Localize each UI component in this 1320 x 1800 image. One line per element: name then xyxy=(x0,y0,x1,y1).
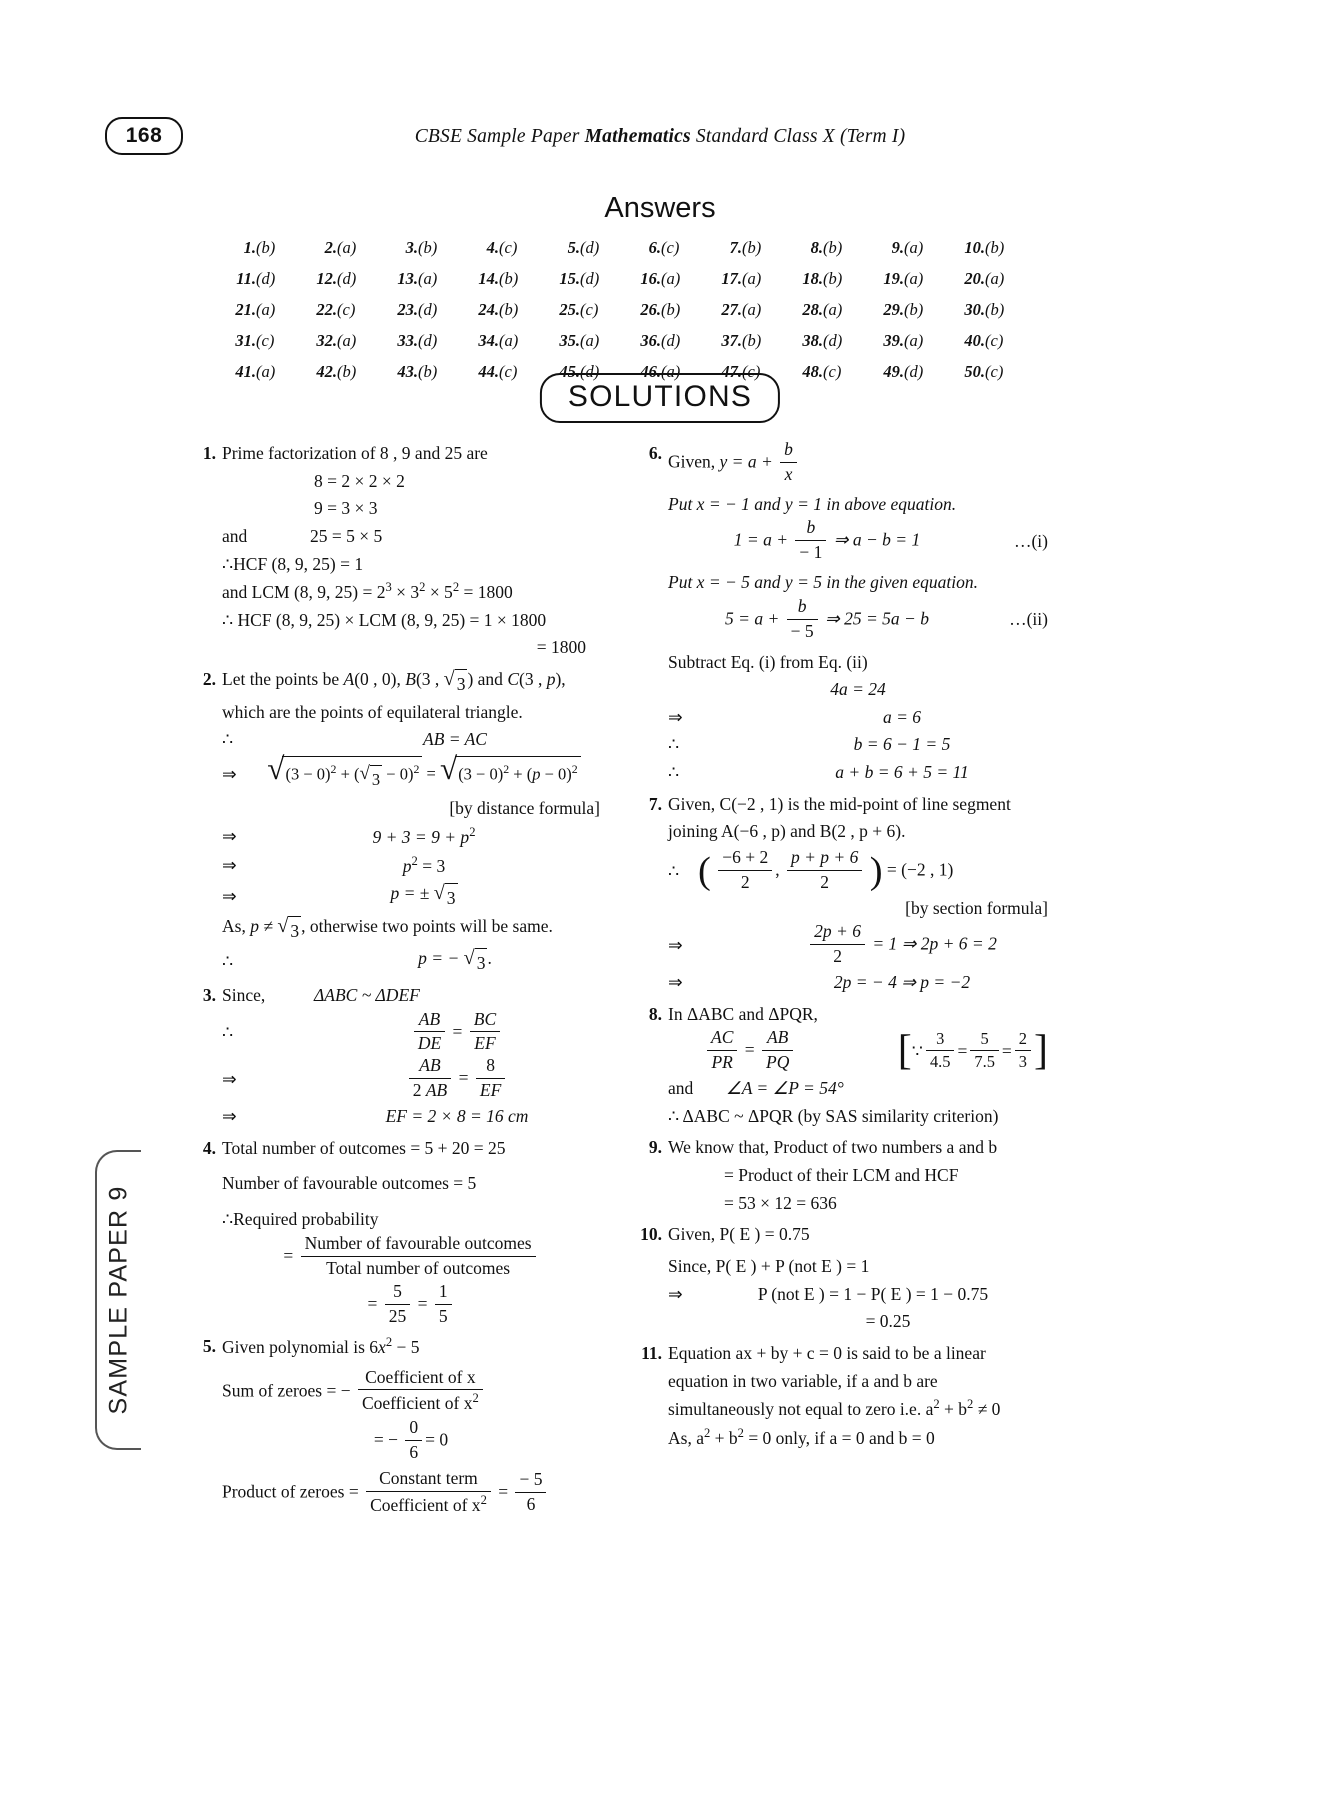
sol8-ratio-note: [ ∵ $\frac{3}{4.5}$ = $\frac{5}{7.5}$ = $\frac{2}{3}$ ] xyxy=(897,1028,1048,1075)
answer-number: 17. xyxy=(721,268,742,288)
sol2-line7: ⇒ p = ± √ 3 xyxy=(222,880,600,913)
sol7-arrow-1: ⇒ xyxy=(668,934,683,955)
solution-number: 9. xyxy=(648,1137,662,1158)
sol2-arrow-1: ⇒ xyxy=(222,763,237,784)
answer-option: (d) xyxy=(580,237,600,257)
frac-b-minus1: $\frac{b}{- 1}$ xyxy=(795,517,826,564)
sol3-line2: ∴ $\frac{AB}{DE}$ = $\frac{BC}{EF}$ xyxy=(222,1010,600,1057)
answers-row xyxy=(218,325,1028,356)
answer-number: 6. xyxy=(648,237,661,257)
answer-number: 19. xyxy=(883,268,904,288)
sol1-line2: 8 = 2 × 2 × 2 xyxy=(314,470,405,491)
answer-option: (c) xyxy=(823,361,842,381)
sol2-l1j: p xyxy=(546,668,556,689)
sol8-line2: $\frac{AC}{PR}$ = $\frac{AB}{PQ}$ [ ∵ $\frac{3}{4.5}$ = $\frac{5}{7.5}$ = $\frac{2}{3}$ ] xyxy=(668,1028,1048,1075)
answer-number: 41. xyxy=(235,361,256,381)
solutions-banner: SOLUTIONS xyxy=(540,373,780,423)
sol5-line2 xyxy=(222,1368,600,1417)
sol7-line4: ⇒ $\frac{2p + 6}{2}$ = 1 ⇒ 2p + 6 = 2 xyxy=(668,921,997,967)
sol7-line2: joining A(−6 , p) and B(2 , p + 6). xyxy=(668,821,906,842)
side-tab-label: SAMPLE PAPER 9 xyxy=(104,1185,133,1415)
answer-number: 3. xyxy=(405,237,418,257)
solution-item-6 xyxy=(636,440,1048,787)
sol4-line5: = $\frac{5}{25}$ = $\frac{1}{5}$ xyxy=(222,1282,600,1329)
answer-number: 7. xyxy=(729,237,742,257)
sol3-EF-value: EF = 2 × 8 = 16 cm xyxy=(385,1106,529,1127)
answer-number: 30. xyxy=(964,299,985,319)
solution-number: 3. xyxy=(202,984,216,1005)
sol1-line1: Prime factorization of 8 , 9 and 25 are xyxy=(222,443,488,463)
answer-number: 24. xyxy=(478,299,499,319)
sol1-line4 xyxy=(222,523,600,551)
answer-option: (b) xyxy=(985,237,1005,257)
answer-number: 32. xyxy=(316,330,337,350)
answer-option: (d) xyxy=(256,268,276,288)
sol6-line3: 1 = a + $\frac{b}{- 1}$ ⇒ a − b = 1 …(i) xyxy=(733,517,1048,563)
solution-item-5 xyxy=(190,1333,600,1517)
answer-option: (c) xyxy=(985,361,1004,381)
sol2-therefore: ∴ xyxy=(222,729,234,750)
answer-option: (a) xyxy=(904,268,924,288)
sample-paper-side-tab xyxy=(95,1150,141,1450)
answer-option: (b) xyxy=(499,268,519,288)
sol2-l1b: A xyxy=(343,668,355,689)
answer-option: (b) xyxy=(418,361,438,381)
answer-number: 27. xyxy=(721,299,742,319)
sol6-line5: 5 = a + $\frac{b}{- 5}$ ⇒ 25 = 5a − b …(ii) xyxy=(725,595,1048,641)
answer-option: (d) xyxy=(580,268,600,288)
sol1-line3: 9 = 3 × 3 xyxy=(314,498,378,519)
frac-AB-DE: $\frac{AB}{DE}$ xyxy=(414,1009,445,1056)
sol7-midpoint-eq: ( $\frac{-6 + 2}{2}$ , $\frac{p + p + 6}{2}$ ) = (−2 , 1) xyxy=(698,847,954,892)
sol1-l6b: 3 xyxy=(385,580,392,595)
frac-minus5-6: $\frac{- 5}{6}$ xyxy=(515,1469,546,1516)
answer-option: (a) xyxy=(256,361,276,381)
answer-number: 46. xyxy=(640,361,661,381)
answer-option: (b) xyxy=(499,299,519,319)
sol2-l1d: B xyxy=(405,668,416,689)
sol3-therefore: ∴ xyxy=(222,1022,234,1043)
solution-number: 8. xyxy=(648,1003,662,1024)
sqrt-3-icon: √ 3 xyxy=(444,669,468,699)
answer-number: 34. xyxy=(478,330,499,350)
sol4-line1: Total number of outcomes = 5 + 20 = 25 xyxy=(222,1137,506,1158)
sol2-l1a: Let the points be xyxy=(222,668,344,689)
sol9-line1: We know that, Product of two numbers a and b xyxy=(668,1137,998,1158)
answer-option: (d) xyxy=(823,330,843,350)
sol2-therefore-2: ∴ xyxy=(222,950,234,971)
solution-number: 11. xyxy=(641,1342,662,1363)
frac-coeff-x-coeff-x2: $\frac{\text{Coefficient of x}}{Coefficient of x^2}$ xyxy=(358,1367,483,1416)
sol1-l6c: × 3 xyxy=(391,582,420,603)
sol6-therefore-2: ∴ xyxy=(668,762,680,783)
answer-number: 40. xyxy=(964,330,985,350)
solution-item-10 xyxy=(636,1221,1048,1336)
answer-option: (a) xyxy=(742,299,762,319)
answer-number: 10. xyxy=(964,237,985,257)
answer-option: (a) xyxy=(985,268,1005,288)
frac-8-EF: $\frac{8}{EF}$ xyxy=(476,1055,505,1102)
answer-option: (a) xyxy=(661,361,681,381)
answer-number: 15. xyxy=(559,268,580,288)
sol9-line3: = 53 × 12 = 636 xyxy=(724,1192,837,1213)
answer-option: (a) xyxy=(418,268,438,288)
sol8-line1: In ΔABC and ΔPQR, xyxy=(668,1003,818,1024)
answer-option: (a) xyxy=(904,237,924,257)
frac-b-minus5: $\frac{b}{- 5}$ xyxy=(787,596,818,643)
answer-number: 50. xyxy=(964,361,985,381)
frac-5-25: $\frac{5}{25}$ xyxy=(385,1281,411,1328)
sol2-arrow-4: ⇒ xyxy=(222,885,237,906)
answer-number: 16. xyxy=(640,268,661,288)
answer-option: (a) xyxy=(256,299,276,319)
sol1-line7: ∴ HCF (8, 9, 25) × LCM (8, 9, 25) = 1 × 1800 xyxy=(222,609,547,630)
answer-number: 36. xyxy=(640,330,661,350)
answer-number: 42. xyxy=(316,361,337,381)
sol8-line3: and ∠A = ∠P = 54° xyxy=(668,1075,1048,1103)
frac-minus6plus2-2: $\frac{-6 + 2}{2}$ xyxy=(718,847,772,894)
sol10-line4: = 0.25 xyxy=(865,1311,911,1332)
answer-number: 13. xyxy=(397,268,418,288)
answer-option: (b) xyxy=(337,361,357,381)
sol7-note-section: [by section formula] xyxy=(905,897,1048,918)
sol6-line9: ∴ b = 6 − 1 = 5 xyxy=(668,731,1048,759)
sol2-line5: ⇒ $9 + 3 = 9 + p^2$ xyxy=(222,823,600,851)
answer-number: 47. xyxy=(721,361,742,381)
sol11-line2: equation in two variable, if a and b are xyxy=(668,1370,938,1391)
solution-number: 1. xyxy=(202,443,216,463)
answer-option: (c) xyxy=(661,237,680,257)
answer-number: 9. xyxy=(891,237,904,257)
solution-number: 10. xyxy=(640,1224,662,1245)
answer-number: 23. xyxy=(397,299,418,319)
header-prefix: CBSE Sample Paper xyxy=(414,126,585,147)
answer-number: 45. xyxy=(559,361,580,381)
sol9-line2: = Product of their LCM and HCF xyxy=(724,1165,959,1186)
sol8-and: and xyxy=(668,1078,694,1099)
answer-option: (c) xyxy=(256,330,275,350)
answer-option: (b) xyxy=(985,299,1005,319)
sol1-line4-eq: 25 = 5 × 5 xyxy=(310,525,383,546)
sol1-l6f: 2 xyxy=(452,580,460,595)
frac-AC-PR: $\frac{AC}{PR}$ xyxy=(707,1027,737,1074)
answer-option: (b) xyxy=(823,268,843,288)
answer-option: (a) xyxy=(580,330,600,350)
sol2-l1h: C xyxy=(507,668,519,689)
sol3-line1 xyxy=(222,982,600,1010)
frac-2-3: $\frac{2}{3}$ xyxy=(1015,1029,1031,1073)
sol6-line4: Put x = − 5 and y = 5 in the given equation. xyxy=(668,572,979,593)
sol3-arrow-1: ⇒ xyxy=(222,1068,237,1089)
answer-option: (c) xyxy=(337,299,356,319)
sol2-l5: 9 + 3 = 9 + p xyxy=(372,826,470,847)
sol2-l1e: (3 , xyxy=(415,668,444,689)
sol2-l1i: (3 , xyxy=(519,668,547,689)
answer-number: 35. xyxy=(559,330,580,350)
answer-number: 18. xyxy=(802,268,823,288)
answer-option: (d) xyxy=(661,330,681,350)
answer-number: 44. xyxy=(478,361,499,381)
sol2-arrow-2: ⇒ xyxy=(222,826,237,847)
answer-number: 48. xyxy=(802,361,823,381)
sol4-line2: Number of favourable outcomes = 5 xyxy=(222,1173,477,1194)
answer-option: (a) xyxy=(742,268,762,288)
solution-item-11 xyxy=(636,1340,1048,1452)
answer-option: (d) xyxy=(904,361,924,381)
sol2-line6: ⇒ $p^2 = 3$ xyxy=(222,852,600,880)
sol2-line8: As, p ≠ √ 3 , otherwise two points will be same. xyxy=(222,913,600,946)
answer-number: 43. xyxy=(397,361,418,381)
answer-number: 1. xyxy=(243,237,256,257)
sol6-line6: Subtract Eq. (i) from Eq. (ii) xyxy=(668,651,868,672)
answer-number: 38. xyxy=(802,330,823,350)
answer-number: 14. xyxy=(478,268,499,288)
sol6-line2: Put x = − 1 and y = 1 in above equation. xyxy=(668,493,957,514)
sol2-line2: which are the points of equilateral triangle. xyxy=(222,701,523,722)
answers-heading: Answers xyxy=(604,192,716,224)
solution-number: 2. xyxy=(202,668,216,689)
frac-AB-2AB: $\frac{AB}{2 AB}$ xyxy=(409,1055,452,1102)
answer-option: (c) xyxy=(499,361,518,381)
sol2-line1 xyxy=(222,666,600,699)
sol6-line7: 4a = 24 xyxy=(830,679,886,700)
answer-number: 31. xyxy=(235,330,256,350)
sol5-line1: Given polynomial is $6x^2 - 5$ xyxy=(222,1335,420,1357)
sol3-since: Since, xyxy=(222,984,266,1005)
sol3-line4 xyxy=(222,1103,600,1131)
frac-AB-PQ: $\frac{AB}{PQ}$ xyxy=(762,1027,793,1074)
sol2-l1g: ) and xyxy=(467,668,508,689)
answer-option: (c) xyxy=(742,361,761,381)
answer-number: 29. xyxy=(883,299,904,319)
sol11-line1: Equation ax + by + c = 0 is said to be a linear xyxy=(668,1342,986,1363)
answer-option: (a) xyxy=(904,330,924,350)
sol5-product-label: Product of zeroes = xyxy=(222,1481,359,1502)
solution-number: 6. xyxy=(648,443,662,463)
answer-option: (b) xyxy=(256,237,276,257)
answer-option: (c) xyxy=(580,299,599,319)
sol3-similar: ΔABC ~ ΔDEF xyxy=(314,984,420,1005)
sol6-eq-ii-tag: …(ii) xyxy=(1009,609,1048,630)
answer-number: 11. xyxy=(236,268,256,288)
answers-row xyxy=(218,294,1028,325)
sol1-line8: = 1800 xyxy=(536,637,586,658)
sol3-line3: ⇒ $\frac{AB}{2 AB}$ = $\frac{8}{EF}$ xyxy=(222,1056,600,1103)
answer-number: 28. xyxy=(802,299,823,319)
answer-option: (b) xyxy=(823,237,843,257)
answers-row xyxy=(218,263,1028,294)
sol6-arrow-1: ⇒ xyxy=(668,706,683,727)
header-subject: Mathematics xyxy=(584,126,691,147)
answer-number: 4. xyxy=(486,237,499,257)
frac-b-x: $\frac{b}{x}$ xyxy=(780,439,797,486)
answer-number: 21. xyxy=(235,299,256,319)
solution-number: 4. xyxy=(202,1137,216,1158)
answer-option: (a) xyxy=(499,330,519,350)
solution-item-8 xyxy=(636,1001,1048,1131)
answers-row xyxy=(218,232,1028,263)
frac-BC-EF: $\frac{BC}{EF}$ xyxy=(470,1009,500,1056)
sol1-l6e: × 5 xyxy=(425,582,453,603)
solution-number: 7. xyxy=(648,793,662,814)
sol2-line3 xyxy=(222,726,600,754)
sol1-l6g: = 1800 xyxy=(459,582,513,603)
answer-option: (a) xyxy=(823,299,843,319)
answer-number: 26. xyxy=(640,299,661,319)
sol11-line4: As, $a^2 + b^2 = 0$ only, if a = 0 and b = 0 xyxy=(668,1425,935,1448)
sol10-line2: Since, P( E ) + P (not E ) = 1 xyxy=(668,1256,870,1277)
sol1-line4-label: and xyxy=(222,525,248,546)
sol2-line9: ∴ p = − √ 3 . xyxy=(222,945,600,978)
sol1-l6d: 2 xyxy=(419,580,426,595)
sol10-arrow: ⇒ xyxy=(668,1283,683,1304)
solution-item-3 xyxy=(190,982,600,1131)
answer-option: (b) xyxy=(742,237,762,257)
solutions-column-left xyxy=(190,440,600,1522)
frac-5-75: $\frac{5}{7.5}$ xyxy=(970,1029,999,1073)
answer-option: (d) xyxy=(337,268,357,288)
answer-option: (a) xyxy=(337,237,357,257)
sol7-arrow-2: ⇒ xyxy=(668,972,683,993)
answer-number: 39. xyxy=(883,330,904,350)
answer-number: 37. xyxy=(721,330,742,350)
answer-option: (b) xyxy=(661,299,681,319)
solution-item-7 xyxy=(636,791,1048,997)
sol6-therefore-1: ∴ xyxy=(668,734,680,755)
solution-item-4 xyxy=(190,1135,600,1329)
sol8-line4: ∴ ΔABC ~ ΔPQR (by SAS similarity criterion) xyxy=(668,1105,999,1126)
sol5-line4: Product of zeroes = $\frac{\text{Constant term}}{Coefficient of x^2}$ = $\frac{- 5}{6}$ xyxy=(222,1469,600,1518)
sol6-line8: ⇒ a = 6 xyxy=(668,704,1048,732)
answer-number: 22. xyxy=(316,299,337,319)
answer-option: (b) xyxy=(418,237,438,257)
frac-0-6: $\frac{0}{6}$ xyxy=(405,1417,422,1464)
header-suffix: Standard Class X (Term I) xyxy=(690,126,906,147)
sol2-l1c: (0 , 0), xyxy=(354,668,406,689)
answer-number: 5. xyxy=(567,237,580,257)
solution-item-9 xyxy=(636,1134,1048,1217)
answer-number: 20. xyxy=(964,268,985,288)
sol2-line4 xyxy=(222,750,600,794)
answer-number: 2. xyxy=(324,237,337,257)
sol2-arrow-3: ⇒ xyxy=(222,854,237,875)
answer-number: 33. xyxy=(397,330,418,350)
answer-option: (d) xyxy=(580,361,600,381)
sol2-distance-eq: √ $(3 - 0)^2$ + ( √ 3 − 0)$^2$ = √ $(3 - 0)^2 + (p - 0)^2$ xyxy=(248,756,600,794)
sol2-note-distance: [by distance formula] xyxy=(449,798,600,819)
frac-fav-total: $\frac{\text{Number of favourable outcomes}}{\text{Total number of outcomes}}$ xyxy=(301,1233,536,1280)
answer-number: 8. xyxy=(810,237,823,257)
sol7-line1: Given, C(−2 , 1) is the mid-point of line segment xyxy=(668,793,1011,814)
sol1-line5: ∴HCF (8, 9, 25) = 1 xyxy=(222,553,364,574)
sol6-line10: ∴ a + b = 6 + 5 = 11 xyxy=(668,759,1048,787)
frac-p-plus-p-plus6-2: $\frac{p + p + 6}{2}$ xyxy=(787,847,862,894)
sol10-line1: Given, P( E ) = 0.75 xyxy=(668,1224,810,1245)
solutions-column-right xyxy=(636,440,1048,1456)
sol10-line3: ⇒ P (not E ) = 1 − P( E ) = 1 − 0.75 xyxy=(668,1281,1048,1309)
sol4-line4: = $\frac{\text{Number of favourable outcomes}}{\text{Total number of outcomes}}$ xyxy=(222,1234,600,1281)
answer-option: (d) xyxy=(418,299,438,319)
frac-const-coeff-x2: $\frac{\text{Constant term}}{Coefficient of x^2}$ xyxy=(366,1468,491,1517)
answer-option: (d) xyxy=(418,330,438,350)
sol5-sum-label: Sum of zeroes = − xyxy=(222,1379,351,1400)
sol2-l1k: ), xyxy=(555,668,566,689)
answer-option: (b) xyxy=(904,299,924,319)
sol7-therefore: ∴ xyxy=(668,860,680,881)
answers-table xyxy=(218,232,1028,387)
sol3-arrow-2: ⇒ xyxy=(222,1106,237,1127)
sol2-AB-AC: AB = AC xyxy=(423,729,487,750)
sol7-line5: ⇒ 2p = − 4 ⇒ p = −2 xyxy=(668,969,1048,997)
frac-3-45: $\frac{3}{4.5}$ xyxy=(926,1029,955,1073)
solution-number: 5. xyxy=(202,1336,216,1357)
frac-2p-plus6-2: $\frac{2p + 6}{2}$ xyxy=(810,921,865,968)
answer-number: 49. xyxy=(883,361,904,381)
answer-option: (a) xyxy=(337,330,357,350)
sol5-line3: = − $\frac{0}{6}$ = 0 xyxy=(373,1417,449,1463)
sol6-line1: Given, y = a + $\frac{b}{x}$ xyxy=(668,440,1048,487)
sol1-l6a: and LCM (8, 9, 25) = 2 xyxy=(222,582,386,603)
running-header xyxy=(0,126,1320,148)
answer-option: (c) xyxy=(499,237,518,257)
solution-item-1 xyxy=(190,440,600,662)
answer-option: (a) xyxy=(661,268,681,288)
answer-number: 12. xyxy=(316,268,337,288)
page-number: 168 xyxy=(105,117,183,155)
sol4-line3: ∴Required probability xyxy=(222,1209,379,1229)
frac-1-5: $\frac{1}{5}$ xyxy=(435,1281,452,1328)
answer-number: 25. xyxy=(559,299,580,319)
solution-item-2 xyxy=(190,666,600,978)
sol7-line3 xyxy=(668,848,1048,895)
sol1-line6 xyxy=(222,578,600,606)
sol6-eq-i-tag: …(i) xyxy=(1013,530,1048,551)
sol11-line3: simultaneously not equal to zero i.e. $a^2 + b^2 \ne 0$ xyxy=(668,1397,1001,1420)
answer-option: (c) xyxy=(985,330,1004,350)
answer-option: (b) xyxy=(742,330,762,350)
